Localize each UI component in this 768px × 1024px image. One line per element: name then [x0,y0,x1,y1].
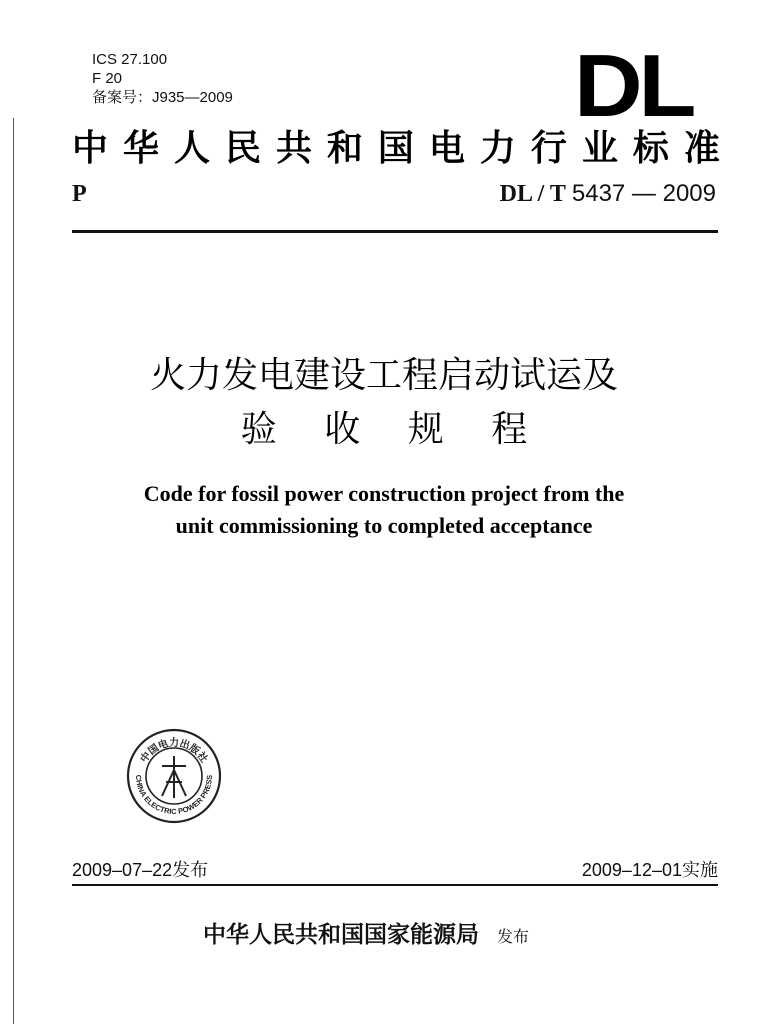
scan-edge-line [13,118,14,1024]
seal-ring-text: CHINA ELECTRIC POWER PRESS [133,774,215,817]
standard-type-char: 行 [530,127,567,169]
effective-date: 2009–12–01实施 [581,860,718,880]
ics-code: ICS 27.100 [92,51,168,68]
dates-row [72,858,718,882]
seal-top-text: 中国电力出版社 [138,738,210,765]
standard-type-char: 华 [122,127,159,169]
dates-divider [72,884,718,886]
classification-block [92,50,233,107]
standard-type-char: 标 [632,127,669,169]
dl-logo: DL [574,36,693,135]
title-char: 程 [491,409,528,450]
seal-emblem [162,756,186,798]
english-title-line-1: Code for fossil power construction project from the [143,481,625,506]
standard-number-prefix: DL / T [499,181,566,207]
chinese-title-line-2 [0,408,768,452]
publisher-line [203,920,529,952]
standard-type-char: 和 [326,127,363,169]
standard-type-char: 准 [683,127,720,169]
chinese-title-line-1: 火力发电建设工程启动试运及 [149,355,618,396]
title-char: 规 [407,409,444,450]
record-number: 备案号：J935—2009 [92,89,233,106]
standard-number-suffix: 5437 — 2009 [571,180,716,207]
english-title [0,478,768,542]
english-title-line-2: unit commissioning to completed acceptance [175,513,593,538]
standard-type-char: 业 [581,127,618,169]
standard-type-char: 电 [428,127,465,169]
ccs-code: F 20 [92,70,123,87]
publish-action: 发布 [497,927,530,946]
standard-type-char: 民 [224,127,261,169]
issue-date: 2009–07–22发布 [72,860,209,880]
title-char: 收 [324,409,361,450]
standard-type-char: 中 [72,127,109,169]
header-divider [72,230,718,233]
standard-type-title [72,126,720,170]
standard-type-char: 共 [275,127,312,169]
publisher-seal-icon [124,726,224,826]
title-char: 验 [240,409,277,450]
standard-type-char: 力 [479,127,516,169]
publisher-name: 中华人民共和国国家能源局 [203,921,479,948]
standard-type-char: 人 [173,127,210,169]
standard-type-char: 国 [377,127,414,169]
standard-number [500,180,716,208]
category-code: P [72,181,87,207]
